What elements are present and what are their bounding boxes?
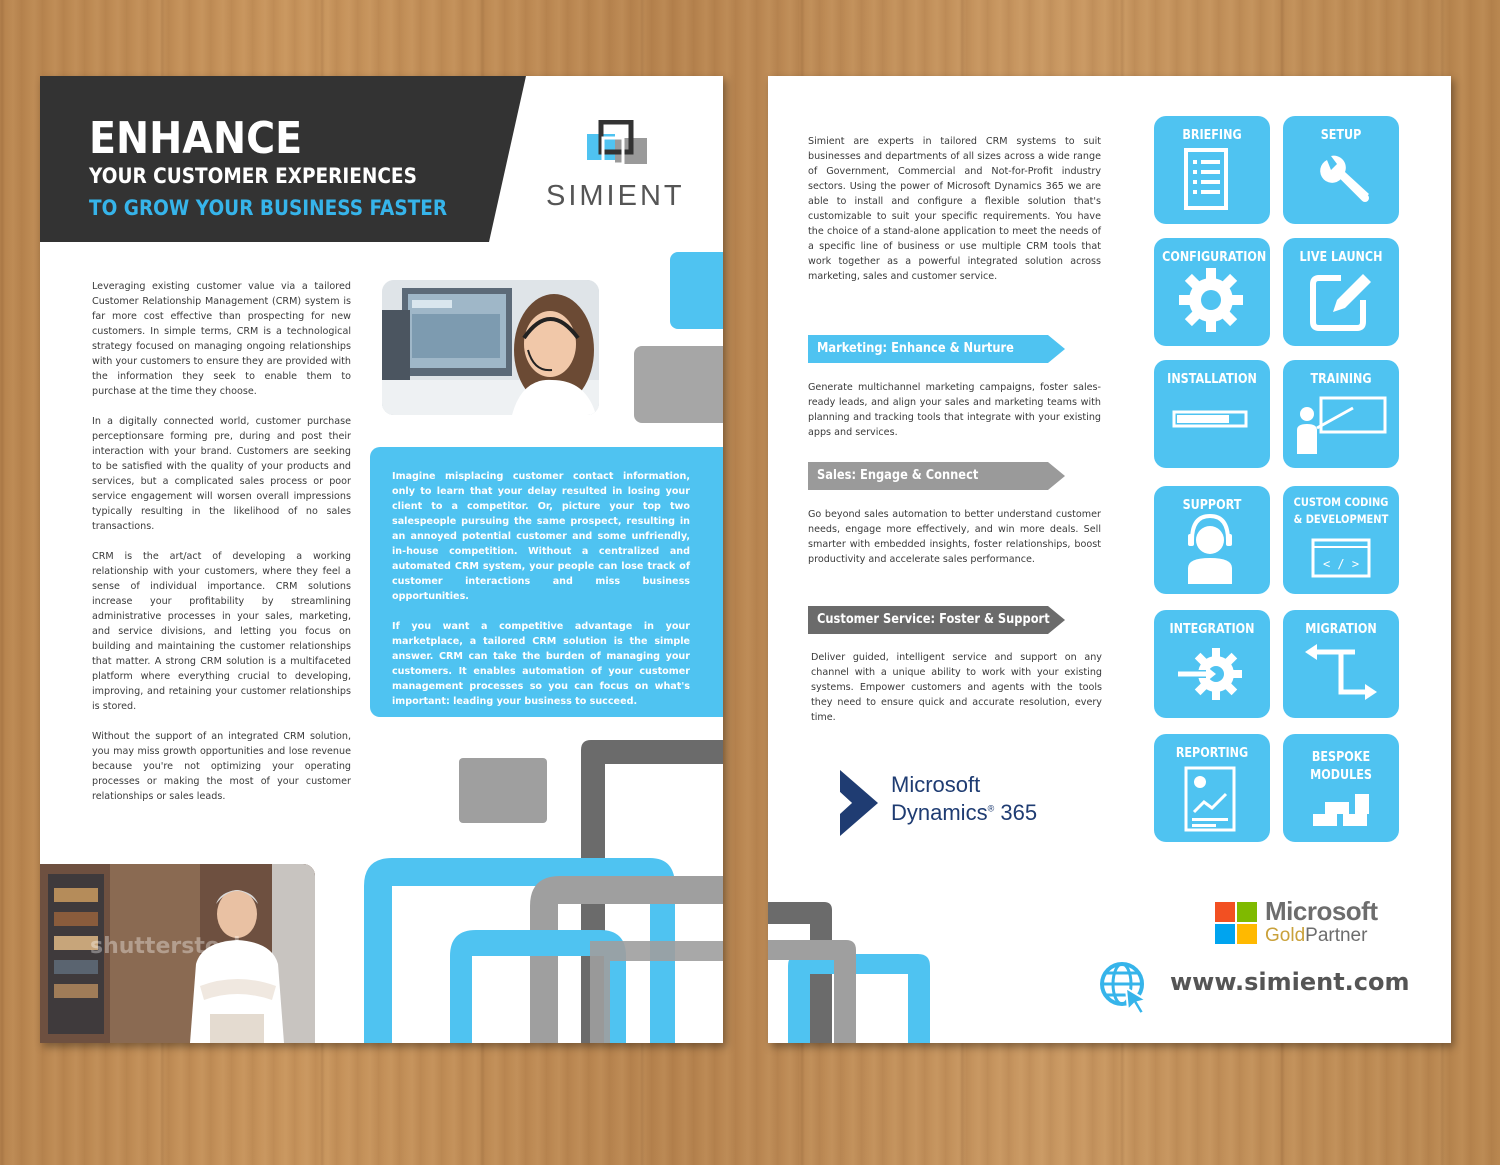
section-text-service: Deliver guided, intelligent service and support on any channel with a unique ability to work with your existing systems. Empower customers and agents with the tools they need to ensure quick and accurate resolution, every time. (811, 652, 1102, 723)
presenter-icon (1283, 360, 1399, 468)
body-paragraph: Without the support of an integrated CRM solution, you may miss growth opportunities and lose revenue because you're not optimizing your operating processes or making the most of your customer relationships or sales leads. (92, 731, 351, 802)
service-tile-setup (1283, 116, 1399, 224)
tile-label: CONFIGURATION (1162, 250, 1267, 265)
dynamics-logo-text-1: Microsoft (891, 772, 981, 797)
service-tile-installation (1154, 360, 1270, 468)
tile-label: CUSTOM CODING & DEVELOPMENT (1293, 495, 1389, 526)
decorative-grey-square (634, 346, 723, 423)
headline-title: ENHANCE (89, 113, 303, 164)
migration-arrows-icon (1283, 610, 1399, 718)
section-text-sales: Go beyond sales automation to better understand customer needs, engage more effectively, and win more deals. Sell smarter with embedded insights, foster relationships, boost productivity and accelerate sales performance. (808, 509, 1101, 565)
tile-label: SUPPORT (1182, 498, 1242, 513)
tile-label: BESPOKE MODULES (1310, 750, 1372, 783)
body-paragraph: Leveraging existing customer value via a tailored Customer Relationship Management (CRM) system is far more cost effective than prospecting for new customers. In simple terms, CRM is a technological strategy focused on managing ongoing relationships with your customers to ensure they are provided with the information they seek to enable them to purchase at the time they choose. (92, 281, 351, 397)
headset-agent-icon (1154, 486, 1270, 594)
section-text-marketing: Generate multichannel marketing campaigns, foster sales-ready leads, and align your sales and marketing teams with planning and tracking tools that integrate with your existing apps and services. (808, 382, 1101, 438)
service-tile-live-launch (1283, 238, 1399, 346)
gear-arrow-icon (1154, 610, 1270, 718)
tile-label: SETUP (1320, 128, 1362, 143)
document-list-icon (1154, 116, 1270, 224)
tile-label: REPORTING (1175, 746, 1249, 761)
service-tile-reporting (1154, 734, 1270, 842)
body-paragraph: In a digitally connected world, customer purchase perceptionsare forming pre, during and post their interaction with your brand. Customers are seeking to be satisfied with the quality of your products and services, but a complicated sales process or poor service engagement will worsen overall impressions typically resulting in the likelihood of no sales transactions. (92, 416, 351, 532)
partner-logo-text: Microsoft (1265, 896, 1378, 926)
service-tile-integration (1154, 610, 1270, 718)
body-paragraph: CRM is the art/act of developing a working relationship with your customers, where they feel a sense of individual importance. CRM solutions increase your profitability by streamlining administrative processes in your sales, marketing, and service divisions, and letting you focus on building and maintaining the customer relationships that matter. A strong CRM solution is a multifaceted platform where everything crucial to developing, improving, and retaining your customer relationships is stored. (92, 551, 351, 712)
dynamics-word: Dynamics (891, 800, 988, 825)
report-chart-icon (1154, 734, 1270, 842)
service-tile-bespoke-modules (1283, 734, 1399, 842)
intro-body-text (92, 279, 351, 819)
intro-paragraph: Simient are experts in tailored CRM systems to suit businesses and departments of all sizes across a wide range of Government, Commercial and Not-for-Profit industry sectors. Using the power of Microsoft Dynamics 365 we are able to install and configure a flexible solution that's customizable to suit your specific requirements. You have the choice of a stand-alone application to meet the needs of a specific line of business or use multiple CRM tools that work together as a powerful integrated solution across marketing, sales and customer service. (808, 136, 1101, 282)
simient-logo-text: SIMIENT (546, 180, 685, 212)
service-tile-training (1283, 360, 1399, 468)
steps-icon (1283, 734, 1399, 842)
tile-label: TRAINING (1310, 372, 1372, 387)
decorative-blue-square (670, 252, 723, 329)
call-center-photo (382, 280, 599, 415)
website-link[interactable]: www.simient.com (1170, 968, 1410, 996)
tile-label: MIGRATION (1305, 622, 1377, 637)
globe-cursor-icon (1098, 960, 1154, 1016)
progress-bar-icon (1154, 360, 1270, 468)
section-heading-service: Customer Service: Foster & Support (817, 612, 1050, 627)
call-center-illustration-icon (382, 280, 599, 415)
tile-label: INSTALLATION (1167, 372, 1257, 387)
brochure-page-back (768, 76, 1451, 1043)
microsoft-logo-icon (1215, 902, 1259, 946)
tile-label: LIVE LAUNCH (1299, 250, 1383, 265)
watermark-text: shutterstock (90, 934, 248, 959)
svg-text:< / >: < / > (1322, 557, 1360, 571)
decorative-frames-graphic (360, 736, 723, 1043)
service-tile-migration (1283, 610, 1399, 718)
registered-mark: ® (987, 803, 995, 814)
section-heading-sales: Sales: Engage & Connect (817, 468, 979, 483)
highlight-text (392, 469, 690, 724)
dynamics-logo-icon (838, 770, 880, 836)
tile-label: INTEGRATION (1169, 622, 1255, 637)
headline-subtitle-1: YOUR CUSTOMER EXPERIENCES (89, 164, 417, 189)
dynamics-version: 365 (1000, 800, 1038, 825)
highlight-paragraph: Imagine misplacing customer contact information, only to learn that your delay resulted in losing your client to a competitor. Or, picture your top two salespeople pursuing the same prospect, resulting in an annoyed potential customer and some unfriendly, in-house competition. Without a centralized and automated CRM system, your people can lose track of customer interactions and miss business opportunities. (392, 471, 690, 602)
partner-word: Partner (1305, 925, 1368, 946)
service-tile-briefing (1154, 116, 1270, 224)
decorative-frames-graphic-back (768, 896, 938, 1043)
headline-subtitle-2: TO GROW YOUR BUSINESS FASTER (89, 196, 448, 221)
service-tile-custom-coding (1283, 486, 1399, 594)
dynamics-logo-text-2 (891, 800, 1037, 826)
brochure-page-front (40, 76, 723, 1043)
simient-logo-mark-icon (585, 120, 651, 170)
partner-logo-subtext (1265, 925, 1367, 947)
businessman-photo (40, 864, 315, 1043)
service-tile-support (1154, 486, 1270, 594)
section-heading-marketing: Marketing: Enhance & Nurture (817, 341, 1014, 356)
wrench-icon (1283, 116, 1399, 224)
gear-icon (1154, 238, 1270, 346)
highlight-paragraph: If you want a competitive advantage in your marketplace, a tailored CRM solution is the simple answer. CRM can take the burden of managing your customers. It enables automation of your customer management processes so you can focus on what's important: leading your business to succeed. (392, 621, 690, 707)
partner-gold-word: Gold (1265, 925, 1306, 946)
edit-launch-icon (1283, 238, 1399, 346)
code-window-icon (1283, 486, 1399, 594)
service-tile-configuration (1154, 238, 1270, 346)
tile-label: BRIEFING (1182, 128, 1242, 143)
